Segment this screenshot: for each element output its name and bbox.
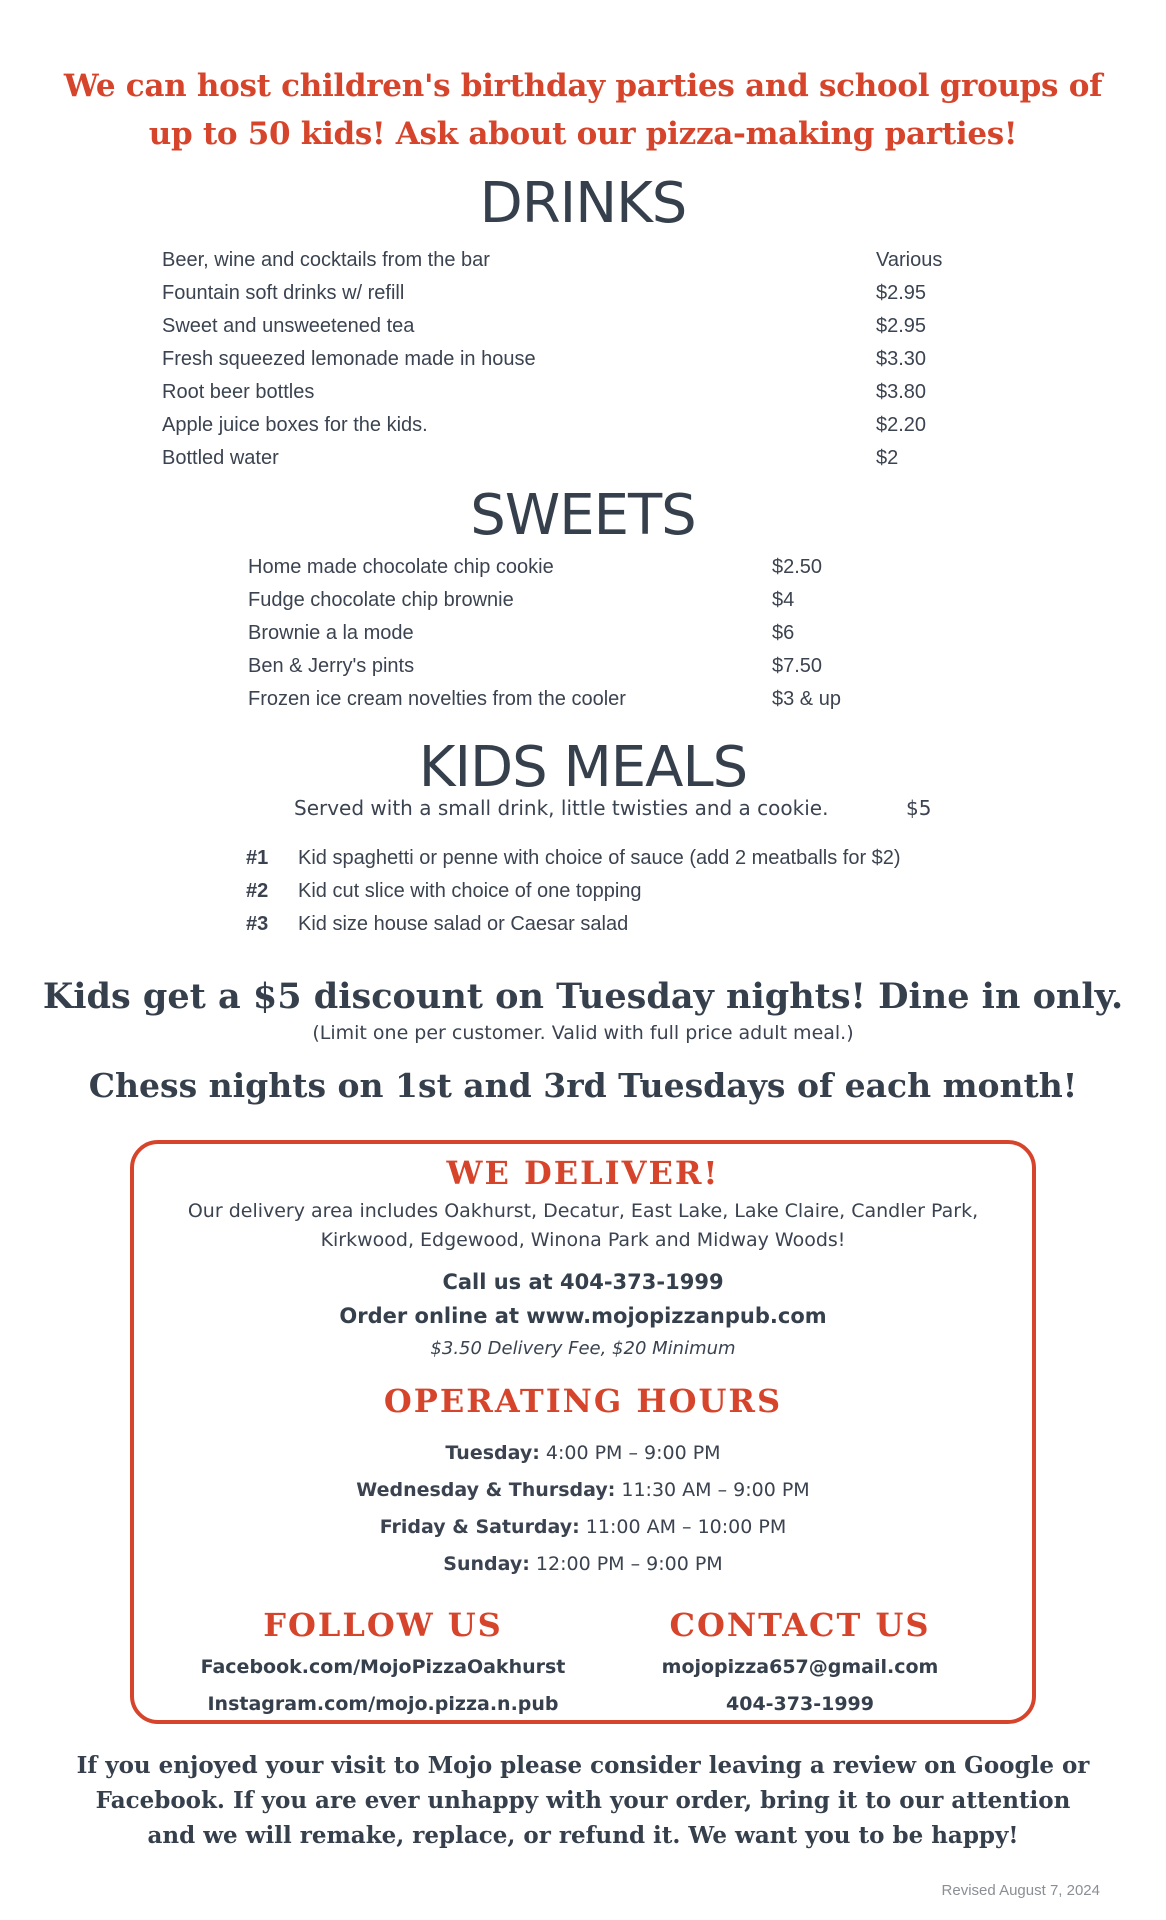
contact-email[interactable]: mojopizza657@gmail.com bbox=[661, 1656, 939, 1678]
hours-row bbox=[0, 1516, 1166, 1538]
kids-meals-subtitle: Served with a small drink, little twisties and a cookie. bbox=[294, 796, 829, 820]
party-banner bbox=[0, 62, 1166, 158]
kid-meal-desc: Kid spaghetti or penne with choice of sauce (add 2 meatballs for $2) bbox=[298, 847, 901, 869]
drink-name: Fountain soft drinks w/ refill bbox=[162, 282, 405, 304]
chess-nights: Chess nights on 1st and 3rd Tuesdays of each month! bbox=[88, 1066, 1078, 1105]
hours-row bbox=[0, 1479, 1166, 1501]
hours-row bbox=[0, 1442, 1166, 1464]
order-online: Order online at www.mojopizzanpub.com bbox=[339, 1304, 827, 1328]
review-request-line-1: If you enjoyed your visit to Mojo please consider leaving a review on Google or bbox=[76, 1752, 1090, 1779]
sweet-price: $2.50 bbox=[772, 556, 823, 578]
hours-day: Wednesday & Thursday: bbox=[356, 1479, 616, 1501]
kid-meal-desc: Kid size house salad or Caesar salad bbox=[298, 913, 629, 935]
sweet-price: $6 bbox=[772, 622, 795, 644]
hours-time: 11:30 AM – 9:00 PM bbox=[615, 1479, 810, 1501]
hours-time: 4:00 PM – 9:00 PM bbox=[539, 1442, 721, 1464]
sweet-price: $4 bbox=[772, 589, 795, 611]
hours-time: 12:00 PM – 9:00 PM bbox=[529, 1553, 723, 1575]
kid-meal-number: #2 bbox=[246, 880, 269, 902]
drink-price: $2.95 bbox=[876, 282, 927, 304]
tuesday-discount: Kids get a $5 discount on Tuesday nights! Dine in only. bbox=[42, 976, 1124, 1017]
facebook-link[interactable]: Facebook.com/MojoPizzaOakhurst bbox=[200, 1656, 566, 1678]
hours-time: 11:00 AM – 10:00 PM bbox=[579, 1516, 787, 1538]
hours-day: Friday & Saturday: bbox=[379, 1516, 580, 1538]
hours-day: Sunday: bbox=[443, 1553, 530, 1575]
kid-meal-desc: Kid cut slice with choice of one topping bbox=[298, 880, 642, 902]
hours-day: Tuesday: bbox=[445, 1442, 540, 1464]
contact-heading: CONTACT US bbox=[669, 1606, 931, 1644]
sweet-name: Brownie a la mode bbox=[248, 622, 414, 644]
kid-meal-number: #3 bbox=[246, 913, 269, 935]
drink-name: Bottled water bbox=[162, 447, 279, 469]
drink-price: Various bbox=[876, 249, 943, 271]
review-request-line-2: Facebook. If you are ever unhappy with your order, bring it to our attention bbox=[95, 1787, 1071, 1814]
delivery-heading: WE DELIVER! bbox=[446, 1154, 720, 1192]
follow-heading: FOLLOW US bbox=[263, 1606, 503, 1644]
sweets-title: SWEETS bbox=[470, 483, 696, 548]
kids-meals-price: $5 bbox=[906, 796, 932, 820]
drink-price: $3.80 bbox=[876, 381, 927, 403]
kids-meals-title: KIDS MEALS bbox=[418, 735, 748, 800]
call-us: Call us at 404-373-1999 bbox=[442, 1270, 724, 1294]
hours-heading: OPERATING HOURS bbox=[383, 1382, 783, 1420]
delivery-fee: $3.50 Delivery Fee, $20 Minimum bbox=[430, 1338, 736, 1359]
kid-meal-number: #1 bbox=[246, 847, 269, 869]
revised-date: Revised August 7, 2024 bbox=[941, 1882, 1100, 1899]
drink-name: Apple juice boxes for the kids. bbox=[162, 414, 428, 436]
drink-price: $3.30 bbox=[876, 348, 927, 370]
drink-price: $2 bbox=[876, 447, 899, 469]
drink-name: Root beer bottles bbox=[162, 381, 315, 403]
contact-phone[interactable]: 404-373-1999 bbox=[726, 1693, 874, 1715]
drink-price: $2.20 bbox=[876, 414, 927, 436]
delivery-area-line-2: Kirkwood, Edgewood, Winona Park and Midway Woods! bbox=[320, 1229, 846, 1251]
sweet-name: Fudge chocolate chip brownie bbox=[248, 589, 514, 611]
sweet-price: $3 & up bbox=[772, 688, 841, 710]
drinks-title: DRINKS bbox=[479, 171, 687, 236]
review-request-line-3: and we will remake, replace, or refund it. We want you to be happy! bbox=[147, 1822, 1019, 1849]
drink-name: Beer, wine and cocktails from the bar bbox=[162, 249, 490, 271]
review-request bbox=[0, 1748, 1166, 1853]
drink-name: Sweet and unsweetened tea bbox=[162, 315, 415, 337]
party-banner-line-1: We can host children's birthday parties and school groups of bbox=[63, 68, 1103, 104]
drink-price: $2.95 bbox=[876, 315, 927, 337]
drink-name: Fresh squeezed lemonade made in house bbox=[162, 348, 536, 370]
sweet-price: $7.50 bbox=[772, 655, 823, 677]
delivery-area-line-1: Our delivery area includes Oakhurst, Decatur, East Lake, Lake Claire, Candler Park, bbox=[187, 1200, 979, 1222]
instagram-link[interactable]: Instagram.com/mojo.pizza.n.pub bbox=[207, 1693, 559, 1715]
tuesday-discount-note: (Limit one per customer. Valid with full price adult meal.) bbox=[312, 1022, 854, 1044]
sweet-name: Ben & Jerry's pints bbox=[248, 655, 415, 677]
party-banner-line-2: up to 50 kids! Ask about our pizza-making parties! bbox=[148, 116, 1018, 152]
hours-row bbox=[0, 1553, 1166, 1575]
sweet-name: Home made chocolate chip cookie bbox=[248, 556, 554, 578]
sweet-name: Frozen ice cream novelties from the cooler bbox=[248, 688, 626, 710]
